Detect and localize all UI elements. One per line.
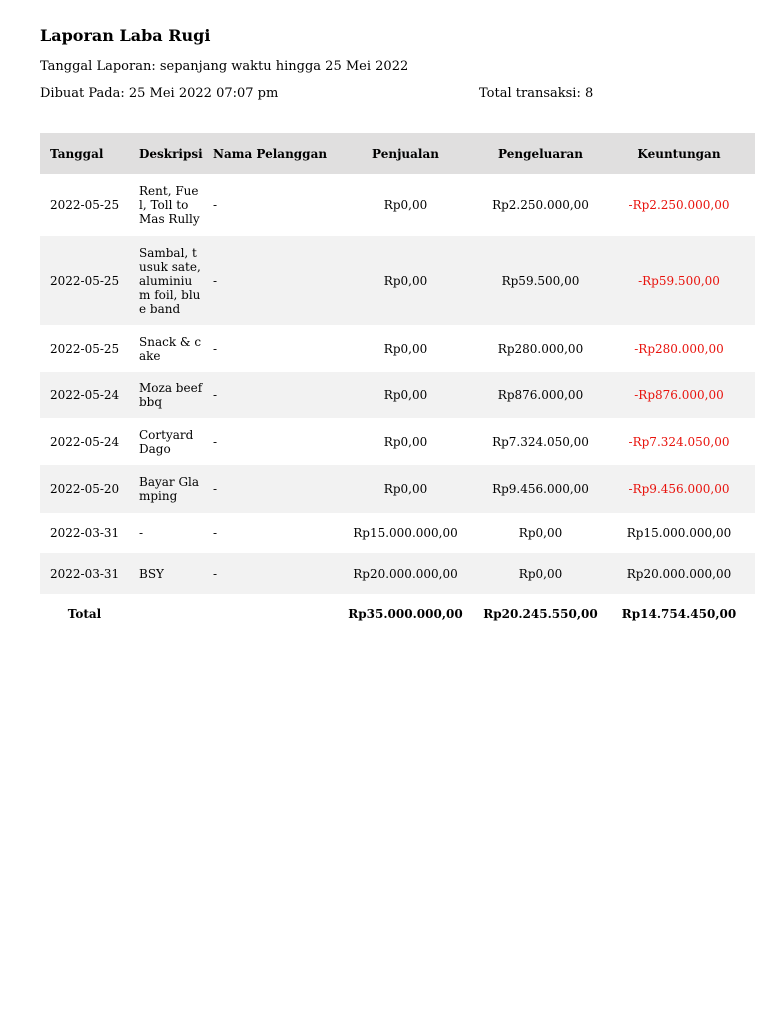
row-expense: Rp876.000,00 bbox=[497, 388, 584, 402]
row-expense: Rp2.250.000,00 bbox=[492, 198, 589, 212]
column-header-sales[interactable]: Penjualan bbox=[372, 146, 439, 161]
total-expense: Rp20.245.550,00 bbox=[483, 607, 598, 621]
row-date: 2022-05-20 bbox=[50, 482, 120, 496]
table-row bbox=[40, 513, 755, 553]
report-date-text: Tanggal Laporan: sepanjang waktu hingga 25 Mei 2022 bbox=[40, 59, 409, 74]
row-sales: Rp0,00 bbox=[383, 434, 428, 449]
table-row bbox=[40, 418, 755, 465]
row-expense: Rp0,00 bbox=[518, 566, 563, 581]
created-at-text: Dibuat Pada: 25 Mei 2022 07:07 pm bbox=[40, 86, 279, 101]
row-description: Rent, Fuel, Toll to Mas Rully bbox=[139, 184, 200, 226]
row-sales: Rp20.000.000,00 bbox=[353, 566, 458, 581]
total-empty-cell bbox=[129, 594, 203, 634]
table-total-row bbox=[40, 594, 755, 634]
row-description: - bbox=[139, 526, 144, 540]
row-sales: Rp0,00 bbox=[383, 273, 428, 288]
row-profit: -Rp7.324.050,00 bbox=[628, 434, 730, 449]
column-header-customer[interactable]: Nama Pelanggan bbox=[213, 146, 328, 161]
row-date: 2022-05-24 bbox=[50, 388, 120, 402]
row-sales: Rp0,00 bbox=[383, 341, 428, 356]
row-description: Bayar Glamping bbox=[139, 475, 200, 503]
row-customer: - bbox=[213, 341, 218, 356]
table-row bbox=[40, 372, 755, 418]
table-row bbox=[40, 325, 755, 372]
row-expense: Rp9.456.000,00 bbox=[492, 482, 589, 496]
row-customer: - bbox=[213, 434, 218, 449]
total-sales: Rp35.000.000,00 bbox=[348, 607, 463, 621]
row-date: 2022-03-31 bbox=[50, 566, 120, 581]
row-customer: - bbox=[213, 526, 218, 540]
row-description: Cortyard Dago bbox=[139, 427, 194, 456]
column-header-expense[interactable]: Pengeluaran bbox=[498, 146, 583, 161]
row-customer: - bbox=[213, 566, 218, 581]
row-profit: Rp20.000.000,00 bbox=[626, 566, 732, 581]
row-description: Sambal, tusuk sate, aluminium foil, blue band bbox=[139, 245, 201, 316]
row-customer: - bbox=[213, 273, 218, 288]
row-customer: - bbox=[213, 388, 218, 402]
row-description: Moza beef bbq bbox=[139, 381, 203, 409]
row-customer: - bbox=[213, 198, 218, 212]
table-row bbox=[40, 465, 755, 513]
row-sales: Rp15.000.000,00 bbox=[353, 526, 458, 540]
total-transactions-text: Total transaksi: 8 bbox=[479, 86, 594, 101]
row-date: 2022-05-24 bbox=[50, 434, 120, 449]
table-row bbox=[40, 236, 755, 325]
row-date: 2022-03-31 bbox=[50, 526, 120, 540]
profit-loss-table bbox=[40, 133, 755, 634]
row-sales: Rp0,00 bbox=[383, 198, 428, 212]
column-header-profit[interactable]: Keuntungan bbox=[637, 146, 721, 161]
total-profit: Rp14.754.450,00 bbox=[621, 607, 737, 621]
row-description: Snack & cake bbox=[139, 334, 202, 363]
row-date: 2022-05-25 bbox=[50, 341, 120, 356]
row-profit: -Rp9.456.000,00 bbox=[628, 482, 730, 496]
table-header-row bbox=[40, 133, 755, 174]
table-row bbox=[40, 174, 755, 236]
row-profit: -Rp59.500,00 bbox=[638, 273, 720, 288]
row-customer: - bbox=[213, 482, 218, 496]
row-date: 2022-05-25 bbox=[50, 273, 120, 288]
column-header-date[interactable]: Tanggal bbox=[50, 146, 104, 161]
row-date: 2022-05-25 bbox=[50, 198, 120, 212]
row-expense: Rp7.324.050,00 bbox=[492, 434, 589, 449]
total-label: Total bbox=[67, 607, 102, 621]
row-expense: Rp280.000,00 bbox=[497, 341, 584, 356]
row-expense: Rp59.500,00 bbox=[501, 273, 580, 288]
row-profit: Rp15.000.000,00 bbox=[626, 526, 732, 540]
row-sales: Rp0,00 bbox=[383, 388, 428, 402]
column-header-description[interactable]: Deskripsi bbox=[139, 146, 203, 161]
row-expense: Rp0,00 bbox=[518, 526, 563, 540]
total-empty-cell bbox=[203, 594, 333, 634]
row-sales: Rp0,00 bbox=[383, 482, 428, 496]
row-description: BSY bbox=[139, 566, 164, 581]
row-profit: -Rp280.000,00 bbox=[634, 341, 724, 356]
row-profit: -Rp2.250.000,00 bbox=[628, 198, 730, 212]
row-profit: -Rp876.000,00 bbox=[634, 388, 724, 402]
table-row bbox=[40, 553, 755, 594]
page-title: Laporan Laba Rugi bbox=[40, 26, 211, 45]
